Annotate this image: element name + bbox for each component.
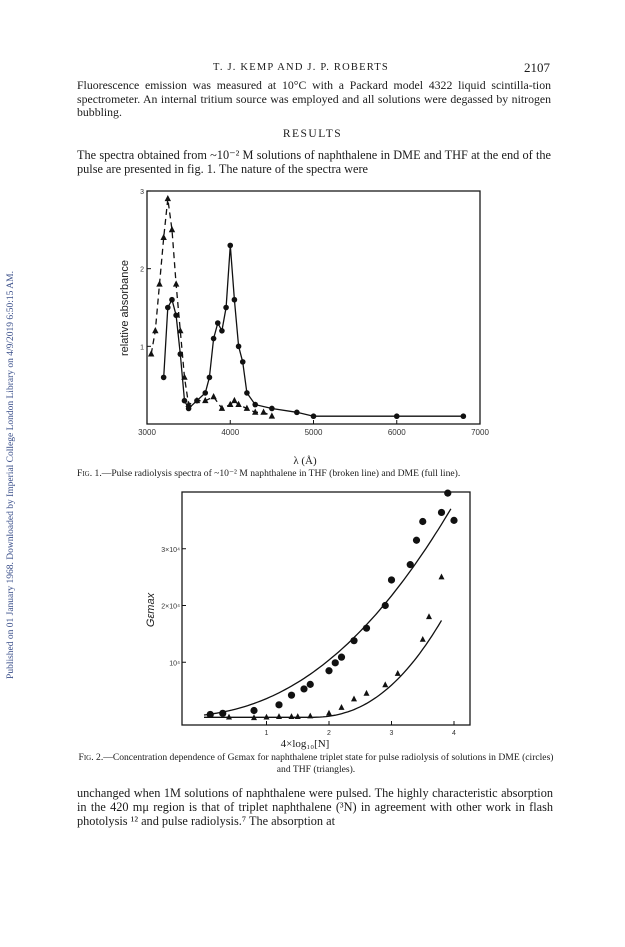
paragraph-discussion: unchanged when 1M solutions of naphthalene were pulsed. The highly characteristic absorption in the 420 mμ region is that of triplet naphthalene (³N) in agreement with other work in flash photolysis ¹² and pulse radiolysis.⁷ The absorption at <box>77 786 553 829</box>
fig2-caption <box>77 752 555 775</box>
fig1-data-point <box>211 336 217 342</box>
fig1-caption-label: Fig. 1. <box>77 468 102 479</box>
fig1-data-point <box>202 390 208 396</box>
fig2-data-point-dme <box>413 537 420 544</box>
fig2-data-point-thf <box>289 713 295 719</box>
fig2-plot-frame <box>182 492 470 725</box>
fig2-data-point-dme <box>307 681 314 688</box>
fig2-data-point-dme <box>332 659 339 666</box>
fig2-markers <box>207 490 458 721</box>
fig2-data-point-dme <box>450 517 457 524</box>
fig2-data-point-thf <box>420 636 426 642</box>
fig1-data-point <box>236 344 242 350</box>
fig2-y-axis-label: Gεmax <box>145 592 157 628</box>
fig2-data-point-thf <box>339 704 345 710</box>
fig2-data-point-dme <box>419 518 426 525</box>
fig1-caption-text: —Pulse radiolysis spectra of ~10⁻² M naphthalene in THF (broken line) and DME (full line). <box>101 468 461 479</box>
fig2-data-point-thf <box>326 710 332 716</box>
fig1-y-tick-label: 2 <box>140 266 144 274</box>
fig2-data-point-thf <box>264 714 270 720</box>
fig2-data-point-dme <box>438 509 445 516</box>
fig2-data-point-dme <box>388 576 395 583</box>
fig2-data-point-thf <box>364 690 370 696</box>
fig1-lines <box>151 199 463 416</box>
fig1-data-point <box>294 410 300 416</box>
fig1-data-point <box>232 297 238 303</box>
fig2-x-tick-label: 1 <box>264 730 269 737</box>
fig1-data-point <box>394 413 400 419</box>
fig1-x-tick-label: 7000 <box>471 428 489 437</box>
fig1-data-point <box>260 409 266 415</box>
fig2-x-tick-label: 2 <box>327 730 331 737</box>
download-notice: Published on 01 January 1968. Downloaded by Imperial College London Library on 4/9/2019 6:50:15 AM. <box>6 271 16 679</box>
fig1-data-point <box>219 328 225 334</box>
fig2-data-point-dme <box>219 710 226 717</box>
fig1-data-point <box>269 412 275 418</box>
fig1-data-point <box>169 297 175 303</box>
figure-1-chart <box>118 186 498 456</box>
fig1-data-point <box>269 406 275 412</box>
fig1-caption <box>77 468 557 480</box>
fig2-data-point-thf <box>439 574 445 580</box>
running-header: T. J. KEMP AND J. P. ROBERTS <box>213 62 389 73</box>
paragraph-methods: Fluorescence emission was measured at 10°C with a Packard model 4322 liquid scintilla-tion spectrometer. An internal tritium source was employed and all solutions were degassed by nitrogen bubbling. <box>77 78 551 120</box>
fig2-data-point-dme <box>275 701 282 708</box>
fig1-data-point <box>165 195 171 201</box>
fig2-caption-text: —Concentration dependence of Gεmax for naphthalene triplet state for pulse radiolysis of solutions in DME (circles) and THF (triangles). <box>103 752 554 775</box>
fig2-data-point-dme <box>325 667 332 674</box>
fig2-data-point-dme <box>382 602 389 609</box>
section-title: RESULTS <box>282 128 343 140</box>
fig1-x-tick-label: 6000 <box>387 428 406 437</box>
fig2-x-tick-label: 3 <box>389 730 394 737</box>
fig1-data-point <box>173 312 179 318</box>
fig1-data-point <box>210 393 216 399</box>
fig1-data-point <box>240 359 246 365</box>
paragraph-results: The spectra obtained from ~10⁻² M solutions of naphthalene in DME and THF at the end of the pulse are presented in fig. 1. The nature of the spectra were <box>77 148 551 177</box>
fig1-data-point <box>252 402 258 408</box>
fig1-y-tick-label: 3 <box>140 189 144 196</box>
fig1-data-point <box>152 327 158 333</box>
fig2-data-point-thf <box>351 696 357 702</box>
fig1-data-point <box>207 375 213 381</box>
fig2-y-tick-label: 2×10⁴ <box>161 603 180 611</box>
fig1-data-point <box>223 305 229 311</box>
fig2-data-point-thf <box>307 713 313 719</box>
fig2-data-point-thf <box>276 713 282 719</box>
fig1-data-point <box>182 398 188 404</box>
fig1-x-tick-label: 3000 <box>138 428 156 437</box>
fig2-data-point-dme <box>300 685 307 692</box>
fig1-data-point <box>311 413 317 419</box>
fig1-y-tick-label: 1 <box>140 344 144 352</box>
page-number: 2107 <box>524 60 550 75</box>
fig2-data-point-thf <box>382 681 388 687</box>
fig1-ticks <box>138 189 489 437</box>
fig1-x-tick-label: 4000 <box>221 428 240 437</box>
fig1-data-point <box>194 398 200 404</box>
fig1-data-point <box>173 280 179 286</box>
fig2-data-point-dme <box>288 692 295 699</box>
fig2-data-point-dme <box>363 625 370 632</box>
fig2-data-point-dme <box>207 711 214 718</box>
fig2-data-point-dme <box>350 637 357 644</box>
fig1-y-axis-label: relative absorbance <box>119 259 131 357</box>
fig2-fit-curve-thf <box>204 620 442 717</box>
fig1-data-point <box>156 280 162 286</box>
fig2-data-point-dme <box>338 654 345 661</box>
fig1-series-line-2 <box>164 245 464 416</box>
fig2-data-point-thf <box>395 670 401 676</box>
fig1-plot-frame <box>147 191 480 424</box>
fig1-data-point <box>178 351 184 357</box>
fig1-data-point <box>148 350 154 356</box>
fig1-data-point <box>215 320 221 326</box>
fig2-x-tick-label: 4 <box>452 730 456 737</box>
fig2-caption-label: Fig. 2. <box>78 752 104 763</box>
fig1-x-tick-label: 5000 <box>304 428 323 437</box>
fig2-data-point-dme <box>444 490 451 497</box>
fig1-data-point <box>165 305 171 311</box>
fig2-data-point-dme <box>407 561 414 568</box>
fig2-data-point-thf <box>295 713 301 719</box>
fig1-data-point <box>227 243 233 249</box>
fig1-markers <box>148 195 466 419</box>
fig2-y-tick-label: 3×10⁴ <box>161 546 180 554</box>
fig2-data-point-thf <box>426 613 432 619</box>
fig2-ticks <box>161 547 456 737</box>
fig1-data-point <box>461 413 467 419</box>
fig2-x-axis-label: 4×log₁₀[N] <box>280 738 330 750</box>
fig1-data-point <box>169 226 175 232</box>
fig2-data-point-thf <box>226 714 232 720</box>
fig2-data-point-dme <box>250 707 257 714</box>
fig1-data-point <box>161 375 167 381</box>
fig1-data-point <box>186 406 192 412</box>
fig2-y-tick-label: 10⁴ <box>169 660 180 668</box>
fig1-x-axis-label: λ (Å) <box>293 455 317 467</box>
fig1-data-point <box>244 390 250 396</box>
fig1-data-point <box>160 234 166 240</box>
fig1-data-point <box>231 397 237 403</box>
figure-2-chart <box>140 488 480 738</box>
